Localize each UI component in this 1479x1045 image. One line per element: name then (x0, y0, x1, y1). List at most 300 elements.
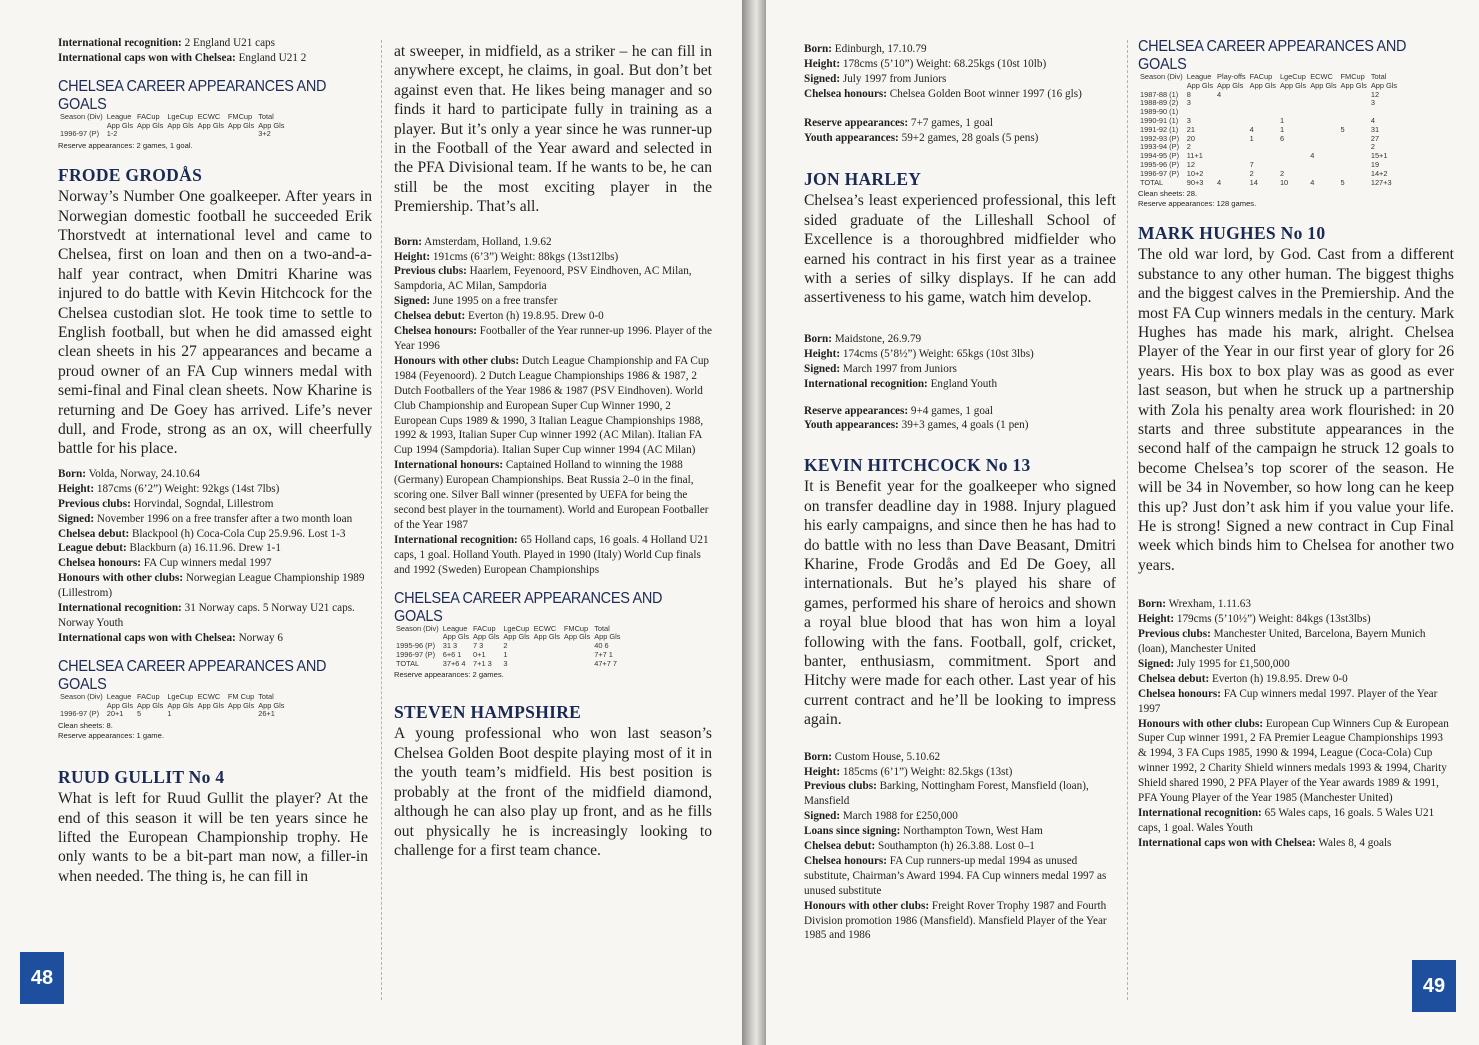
table-cell: App Gls (258, 120, 285, 130)
table-cell: App Gls (442, 632, 470, 642)
table-cell (1308, 99, 1338, 108)
table-cell (562, 642, 592, 651)
stat-line (804, 899, 1116, 944)
table-cell: App Gls (1340, 80, 1367, 90)
table-cell: 31 3 (442, 641, 458, 651)
stat-label: Youth appearances: (804, 131, 899, 144)
stat-label: Honours with other clubs: (1138, 717, 1264, 730)
stat-line (804, 809, 1116, 824)
table-cell: 3 (1186, 98, 1191, 108)
stat-label: Honours with other clubs: (394, 354, 520, 367)
stat-line (58, 51, 372, 66)
stat-value: Wales 8, 4 goals (1315, 836, 1392, 849)
table-cell: TOTAL (396, 658, 420, 668)
table-cell (196, 130, 226, 139)
table-cell: ECWC (197, 691, 221, 701)
table-cell: 37+6 4 (442, 658, 466, 668)
table-cell: App Gls (167, 700, 194, 710)
stat-value: 191cms (6’3”) Weight: 88kgs (13st12lbs) (430, 250, 619, 263)
table-cell: 0+1 (473, 649, 486, 659)
stat-value: March 1988 for £250,000 (840, 810, 958, 823)
table-cell: 10 (1279, 177, 1289, 187)
stat-line (1138, 627, 1454, 657)
table-cell: 1996-97 (P) (1140, 168, 1180, 178)
stat-value: Chelsea Golden Boot winner 1997 (16 gls) (886, 87, 1082, 100)
right-column-1 (804, 42, 1116, 955)
table-cell: Play-offs (1217, 72, 1246, 81)
table-cell: FACup (473, 623, 496, 633)
table-cell: App Gls (227, 120, 255, 130)
table-row (1138, 179, 1399, 188)
table-cell (1308, 91, 1338, 100)
table-cell: App Gls (473, 632, 500, 642)
stats-table (58, 693, 287, 719)
table-cell: 4 (1310, 177, 1315, 187)
stat-label: Born: (1138, 598, 1166, 611)
table-cell: 1 (503, 649, 508, 659)
stat-label: Born: (804, 750, 832, 763)
stat-line (1138, 672, 1454, 687)
stat-value: Volda, Norway, 24.10.64 (85, 467, 201, 480)
stat-line (58, 541, 372, 556)
stat-value: Maidstone, 26.9.79 (831, 332, 922, 345)
table-cell: FMCup (227, 111, 253, 121)
table-cell: 7+7 1 (594, 649, 613, 659)
stat-line (394, 294, 712, 309)
table-cell: LgeCup (503, 623, 530, 633)
stat-label: Height: (394, 250, 431, 263)
left-column-1 (58, 36, 372, 894)
table-cell: 4 (1217, 177, 1222, 187)
stat-line (394, 458, 712, 533)
table-cell (1215, 161, 1248, 170)
column-divider (1127, 40, 1128, 1000)
table-cell: App Gls (1186, 80, 1214, 90)
stat-label: League debut: (58, 542, 127, 555)
table-cell: League (1186, 72, 1212, 81)
stat-value: Everton (h) 19.8.95. Drew 0-0 (465, 310, 604, 323)
player-bio: It is Benefit year for the goalkeeper who signed on transfer deadline day in 1988. Injury plagued his early campaigns, and since then he has had to do battle with no less than Dave Beasant, Dmitri Kharine, Frode Grodås and Ed De Goey, all internationals. But he’s played his share of games, performed his share of heroics and shown a royal blue blood that has won him a loyal following with the fans. Football, golf, cricket, banter, enthusiasm, commitment. Sport and Hitchy were made for each other. Last year of his current contract and he’ll be looking to impress again. (804, 478, 1116, 729)
stat-line (804, 131, 1116, 146)
player-bio: Chelsea’s least experienced professional, this left sided graduate of the Lilleshall School of Excellence is a thoroughbred midfielder who earned his contract in his first year as a trainee with a series of silky displays. If he can add assertiveness to his game, watch him develop. (804, 192, 1116, 307)
table-cell: 5 (1340, 124, 1345, 134)
career-table (58, 78, 372, 151)
stat-label: Height: (804, 765, 841, 778)
player-heading: FRODE GRODÅS (58, 165, 203, 186)
table-cell (1339, 152, 1369, 161)
table-cell: ECWC (533, 623, 557, 633)
career-table (1138, 38, 1454, 209)
table-cell (1339, 108, 1369, 117)
table-cell: App Gls (503, 632, 530, 642)
table-cell (1215, 108, 1248, 117)
table-cell: Season (Div) (1140, 72, 1183, 81)
stat-value: Norwegian League Championship 1989 (Lillestrom) (58, 572, 365, 600)
table-cell: 5 (137, 709, 142, 719)
stat-line (804, 824, 1116, 839)
table-cell: FACup (1249, 72, 1273, 81)
stat-label: Honours with other clubs: (58, 572, 184, 585)
stat-list (1138, 597, 1454, 850)
table-cell: 3 (503, 658, 508, 668)
stat-label: Signed: (394, 295, 431, 308)
table-cell: FMCup (563, 623, 589, 633)
table-cell: 3+2 (258, 129, 271, 139)
stat-line (1138, 836, 1454, 851)
table-cell: 1-2 (106, 129, 118, 139)
table-cell: 1992-93 (P) (1140, 133, 1180, 143)
table-cell: Total (1370, 72, 1387, 81)
stat-line (58, 497, 372, 512)
stat-value: July 1995 for £1,500,000 (1174, 657, 1290, 670)
stat-line (804, 347, 1116, 362)
table-cell: FMCup (1340, 72, 1365, 81)
stat-line (1138, 806, 1454, 836)
stat-line (804, 362, 1116, 377)
table-cell: League (106, 111, 132, 121)
stat-line (804, 839, 1116, 854)
table-cell (1248, 108, 1278, 117)
stat-value: Barking, Nottingham Forest, Mansfield (loan), Mansfield (804, 780, 1089, 808)
table-cell: App Gls (1217, 80, 1244, 90)
stat-value: 39+3 games, 4 goals (1 pen) (898, 419, 1029, 432)
table-cell: 1993-94 (P) (1140, 142, 1180, 152)
stat-value: England Youth (927, 377, 998, 390)
table-cell: 21 (1186, 124, 1195, 134)
table-cell: 3 (1370, 98, 1375, 108)
table-cell (1278, 143, 1308, 152)
table-cell: App Gls (258, 700, 285, 710)
stat-line (804, 377, 1116, 392)
stat-label: International caps won with Chelsea: (58, 51, 236, 64)
stat-label: International recognition: (58, 602, 182, 615)
table-cell: Total (258, 111, 274, 121)
table-cell: 20 (1186, 133, 1195, 143)
player-heading: KEVIN HITCHCOCK No 13 (804, 455, 1031, 476)
stat-value: Wrexham, 1.11.63 (1165, 598, 1251, 611)
stat-line (58, 556, 372, 571)
table-cell (532, 651, 562, 660)
stat-label: Signed: (58, 512, 95, 525)
column-divider (381, 40, 382, 1000)
table-cell: 2 (503, 641, 508, 651)
left-column-2 (394, 42, 712, 868)
stat-label: Height: (804, 347, 841, 360)
career-table (394, 590, 712, 681)
stat-label: International recognition: (804, 377, 928, 390)
stat-value: Horvindal, Sogndal, Lillestrom (130, 497, 274, 510)
table-row (394, 660, 623, 669)
table-cell: 1995-96 (P) (1140, 159, 1180, 169)
stat-label: Chelsea debut: (1138, 672, 1210, 685)
table-row (1138, 170, 1399, 179)
stat-value: 59+2 games, 28 goals (5 pens) (898, 131, 1039, 144)
stat-list (804, 750, 1116, 944)
table-cell (1215, 135, 1248, 144)
table-cell: 4 (1217, 89, 1222, 99)
table-cell: App Gls (1310, 80, 1337, 90)
table-cell: 2 (1370, 142, 1375, 152)
player-bio: at sweeper, in midfield, as a striker – he can fill in anywhere except, he claims, in goal. But don’t bet against even that. He likes being manager and so finds it hard to participate fully in training as a player. But it’s only a year since he was runner-up in the Football of the Year award and selected in the PFA Divisional team. If he wants to be, he can still be the most exciting player in the Premiership. That’s all. (394, 43, 712, 216)
stat-list (58, 36, 372, 66)
table-cell: 1994-95 (P) (1140, 151, 1180, 161)
stats-table (1138, 73, 1399, 187)
table-cell: 14 (1249, 177, 1258, 187)
table-cell (1278, 91, 1308, 100)
table-cell: LgeCup (1279, 72, 1306, 81)
stat-label: Youth appearances: (804, 419, 899, 432)
table-cell: FACup (137, 691, 160, 701)
stat-label: International recognition: (394, 533, 518, 546)
table-cell: 2 (1249, 168, 1254, 178)
table-cell (1248, 91, 1278, 100)
table-cell: 2 (1186, 142, 1191, 152)
table-cell: App Gls (197, 120, 224, 130)
stat-label: International honours: (394, 459, 504, 472)
stat-line (804, 765, 1116, 780)
stat-label: Chelsea honours: (804, 87, 887, 100)
table-cell (1339, 91, 1369, 100)
stat-label: Previous clubs: (58, 497, 131, 510)
career-table (58, 658, 372, 741)
stat-label: Born: (58, 467, 86, 480)
stat-value: Footballer of the Year runner-up 1996. Player of the Year 1996 (394, 325, 712, 352)
stat-line (58, 36, 372, 51)
stat-line (1138, 612, 1454, 627)
table-cell (1215, 143, 1248, 152)
table-note: Reserve appearances: 1 game. (58, 731, 164, 741)
stat-label: Chelsea debut: (58, 527, 130, 540)
stat-label: Chelsea debut: (394, 310, 466, 323)
table-cell: 20+1 (106, 709, 124, 719)
stat-list (804, 116, 1116, 146)
table-cell: 7 (1249, 159, 1254, 169)
table-row (394, 651, 623, 660)
stat-label: International recognition: (1138, 806, 1262, 819)
stat-line (58, 631, 372, 646)
stat-label: International caps won with Chelsea: (1138, 836, 1316, 849)
table-cell (1248, 99, 1278, 108)
table-cell (1308, 108, 1338, 117)
stat-value: 9+4 games, 1 goal (908, 404, 993, 417)
stat-label: Born: (804, 43, 832, 55)
stat-value: FA Cup winners medal 1997. Player of the Year 1997 (1138, 687, 1438, 715)
table-cell (532, 660, 562, 669)
player-heading: STEVEN HAMPSHIRE (394, 702, 582, 723)
stat-label: Loans since signing: (804, 825, 901, 838)
table-cell: 27 (1370, 133, 1380, 143)
stat-line (804, 854, 1116, 899)
stat-value: 179cms (5’10½”) Weight: 84kgs (13st3lbs) (1174, 613, 1371, 626)
table-cell (562, 660, 592, 669)
stat-value: European Cup Winners Cup & European Super Cup winner 1991, 2 FA Premier League Championships 1993 & 1994, 3 FA Cups 1985, 1990 & 1994, League (Coca-Cola) Cup winner 1992, 2 Charity Shield winners medals 1993 & 1994, Charity Shield shared 1990, 2 PFA Player of the Year awards 1989 & 1991, PFA Young Player of the Year 1985 (Manchester United) (1138, 717, 1449, 805)
stat-value: Amsterdam, Holland, 1.9.62 (421, 235, 552, 248)
table-cell: League (442, 623, 468, 633)
table-cell: 1996-97 (P) (60, 709, 100, 719)
stat-line (58, 482, 372, 497)
stat-line (394, 324, 712, 354)
stat-line (1138, 657, 1454, 672)
table-cell: Total (258, 691, 274, 701)
stat-label: Signed: (804, 362, 841, 375)
table-cell: Season (Div) (60, 691, 103, 701)
table-cell: 7+1 3 (473, 658, 492, 668)
stat-value: 31 Norway caps. 5 Norway U21 caps. Norway Youth (58, 602, 355, 629)
table-cell: App Gls (167, 120, 194, 130)
table-cell (1308, 126, 1338, 135)
table-cell: 1 (1279, 115, 1285, 125)
table-cell: 6 (1279, 133, 1285, 143)
stat-line (804, 42, 1116, 57)
stat-value: Northampton Town, West Ham (900, 825, 1043, 838)
table-cell: 4 (1310, 151, 1315, 161)
table-cell: 1995-96 (P) (396, 641, 436, 651)
table-cell: App Gls (1370, 80, 1398, 90)
table-cell: 6+6 1 (442, 649, 462, 659)
stat-list (394, 235, 712, 578)
stat-label: Signed: (804, 810, 841, 823)
table-cell: 31 (1370, 124, 1380, 134)
table-cell (226, 710, 256, 719)
table-cell: League (106, 691, 132, 701)
stat-label: Born: (804, 332, 832, 345)
stat-line (58, 512, 372, 527)
stat-label: Previous clubs: (804, 780, 877, 793)
stat-list (804, 42, 1116, 102)
table-cell: App Gls (1279, 80, 1307, 90)
table-cell: FM Cup (227, 691, 255, 701)
table-cell: App Gls (106, 120, 134, 130)
stats-table (58, 113, 287, 139)
stat-list (804, 332, 1116, 392)
stat-value: March 1997 from Juniors (840, 362, 957, 375)
table-cell: 15+1 (1370, 151, 1388, 161)
stat-value: Dutch League Championship and FA Cup 1984 (Feyenoord). 2 Dutch League Championships 1986 & 1987, 2 Dutch Footballers of the Year 1986 & 1987 (PSV Eindhoven). World Club Championship and European Super Cup Winner 1990, 2 European Cups 1989 & 1990, 3 Italian League Championships 1988, 1992 & 1993, Italian Super Cup winner 1992 (AC Milan). Italian FA Cup 1994 (Sampdoria). Italian Super Cup winner 1994 (AC Milan) (394, 354, 710, 457)
stat-line (1138, 717, 1454, 806)
stat-label: Chelsea debut: (804, 840, 876, 853)
stat-line (394, 354, 712, 458)
stat-label: Previous clubs: (1138, 628, 1211, 641)
stat-value: England U21 2 (235, 51, 307, 64)
stat-value: FA Cup winners medal 1997 (140, 557, 272, 570)
stat-value: 65 Wales caps, 16 goals. 5 Wales U21 caps, 1 goal. Wales Youth (1138, 806, 1435, 834)
table-cell: 4 (1370, 115, 1375, 125)
table-title: CHELSEA CAREER APPEARANCES AND GOALS (1138, 38, 1407, 74)
stat-value: 65 Holland caps, 16 goals. 4 Holland U21 caps, 1 goal. Holland Youth. Played in 1990 (Italy) World Cup finals and 1992 (Sweden) European Championships (394, 533, 709, 576)
stat-value: FA Cup runners-up medal 1994 as unused substitute, Chairman’s Award 1994. FA Cup winners medal 1997 as unused substitute (804, 854, 1107, 897)
stat-value: 174cms (5’8½”) Weight: 65kgs (10st 3lbs) (840, 347, 1034, 360)
player-heading: MARK HUGHES No 10 (1138, 223, 1326, 244)
table-cell: LgeCup (167, 691, 194, 701)
table-cell (1339, 161, 1369, 170)
table-cell: 1 (167, 709, 172, 719)
table-cell: 1 (1249, 133, 1254, 143)
stat-line (394, 264, 712, 294)
stat-value: Blackpool (h) Coca-Cola Cup 25.9.96. Lost 1-3 (129, 527, 346, 540)
table-cell (1339, 135, 1369, 144)
table-cell (1308, 161, 1338, 170)
right-column-2 (1138, 38, 1454, 863)
stat-line (394, 309, 712, 324)
stat-line (58, 601, 372, 631)
table-cell: Season (Div) (60, 111, 103, 121)
stat-label: Chelsea honours: (58, 557, 141, 570)
table-cell (135, 130, 165, 139)
stat-line (1138, 597, 1454, 612)
table-cell (562, 651, 592, 660)
stat-list (804, 404, 1116, 434)
table-cell: App Gls (197, 700, 224, 710)
table-cell (1278, 152, 1308, 161)
stat-value: 185cms (6’1”) Weight: 82.5kgs (13st) (840, 765, 1013, 778)
table-cell: 127+3 (1370, 177, 1392, 187)
table-cell: App Gls (563, 632, 591, 642)
stat-label: Previous clubs: (394, 265, 467, 278)
table-note: Reserve appearances: 2 games. (394, 670, 504, 680)
stat-label: International recognition: (58, 37, 182, 49)
stat-line (804, 87, 1116, 102)
stat-value: November 1996 on a free transfer after a two month loan (94, 512, 353, 525)
table-cell (1308, 117, 1338, 126)
table-cell (1308, 135, 1338, 144)
stat-label: Chelsea honours: (1138, 687, 1221, 700)
table-cell: App Gls (137, 120, 164, 130)
table-cell: 1991-92 (1) (1140, 124, 1179, 134)
table-cell (1339, 99, 1369, 108)
table-cell (532, 642, 562, 651)
table-cell: App Gls (1249, 80, 1276, 90)
player-bio: Norway’s Number One goalkeeper. After years in Norwegian domestic football he succeeded Erik Thorstvedt at international level and came to Chelsea, first on loan and then on a two-and-a-half year contract, when Dmitri Kharine was injured to do battle with Kevin Hitchcock for the Chelsea custodian slot. He took time to settle to English football, but when he did amassed eight clean sheets in his 27 appearances and became a proud owner of an FA Cup winners medal with semi-final and Final clean sheets. Now Kharine is returning and De Goey has arrived. Life’s never dull, and Frode, strong as an ox, will cheerfully battle for his place. (58, 188, 372, 458)
stat-value: Southampton (h) 26.3.88. Lost 0–1 (875, 840, 1035, 853)
table-cell: 1989-90 (1) (1140, 107, 1179, 117)
stat-value: Edinburgh, 17.10.79 (831, 43, 927, 55)
stat-label: Chelsea honours: (804, 854, 887, 867)
table-cell (165, 130, 195, 139)
table-cell: Total (594, 623, 610, 633)
table-cell: TOTAL (1140, 177, 1164, 187)
stat-value: July 1997 from Juniors (840, 72, 947, 85)
table-title: CHELSEA CAREER APPEARANCES AND GOALS (394, 589, 663, 625)
stats-table (394, 625, 623, 669)
table-cell: 1996-97 (P) (60, 129, 100, 139)
stat-label: Honours with other clubs: (804, 899, 930, 912)
stat-value: Norway 6 (235, 631, 283, 644)
table-cell: 1990-91 (1) (1140, 115, 1179, 125)
table-note: Reserve appearances: 128 games. (1138, 199, 1257, 209)
table-cell: Season (Div) (396, 623, 439, 633)
stat-value: Everton (h) 19.8.95. Drew 0-0 (1209, 672, 1348, 685)
player-heading: JON HARLEY (804, 169, 922, 190)
stat-value: June 1995 on a free transfer (430, 295, 558, 308)
table-cell: 47+7 7 (594, 658, 618, 668)
table-cell: 4 (1249, 124, 1254, 134)
player-bio: What is left for Ruud Gullit the player? At the end of this season it will be ten years since he lifted the European Championship trophy. He only wants to be a bit-part man now, a filler-in when needed. The thing is, he can fill in (58, 790, 368, 885)
table-cell (1248, 143, 1278, 152)
stat-label: Signed: (804, 72, 841, 85)
table-cell (196, 710, 226, 719)
stat-label: Chelsea honours: (394, 325, 477, 338)
table-row (58, 710, 287, 719)
table-cell: 7 3 (473, 641, 484, 651)
stat-value: 178cms (5’10”) Weight: 68.25kgs (10st 10lb) (840, 57, 1047, 70)
table-cell: FACup (137, 111, 160, 121)
stat-value: Blackburn (a) 16.11.96. Drew 1-1 (126, 542, 281, 555)
table-cell: 12 (1370, 89, 1380, 99)
player-bio: The old war lord, by God. Cast from a different substance to any other human. The biggest thighs and the biggest calves in the Premiership. And the most FA Cup winners medals in the century. Mark Hughes has made his mark, alright. Chelsea Player of the Year in our first year of glory for 26 years. His box to box play was as good as ever last season, but when he struck up a partnership with Zola his penalty area work flourished: in 20 starts and three substitute appearances in the second half of the campaign he struck 12 goals to become Chelsea’s top scorer of the season. He will be 34 in November, so how long can he keep this up? Just don’t ask him if you value your life. He is strong! Signed a new contract in Cup Final week which binds him to Chelsea for another two years. (1138, 246, 1454, 574)
table-cell (1215, 117, 1248, 126)
stat-line (804, 116, 1116, 131)
stat-line (804, 779, 1116, 809)
